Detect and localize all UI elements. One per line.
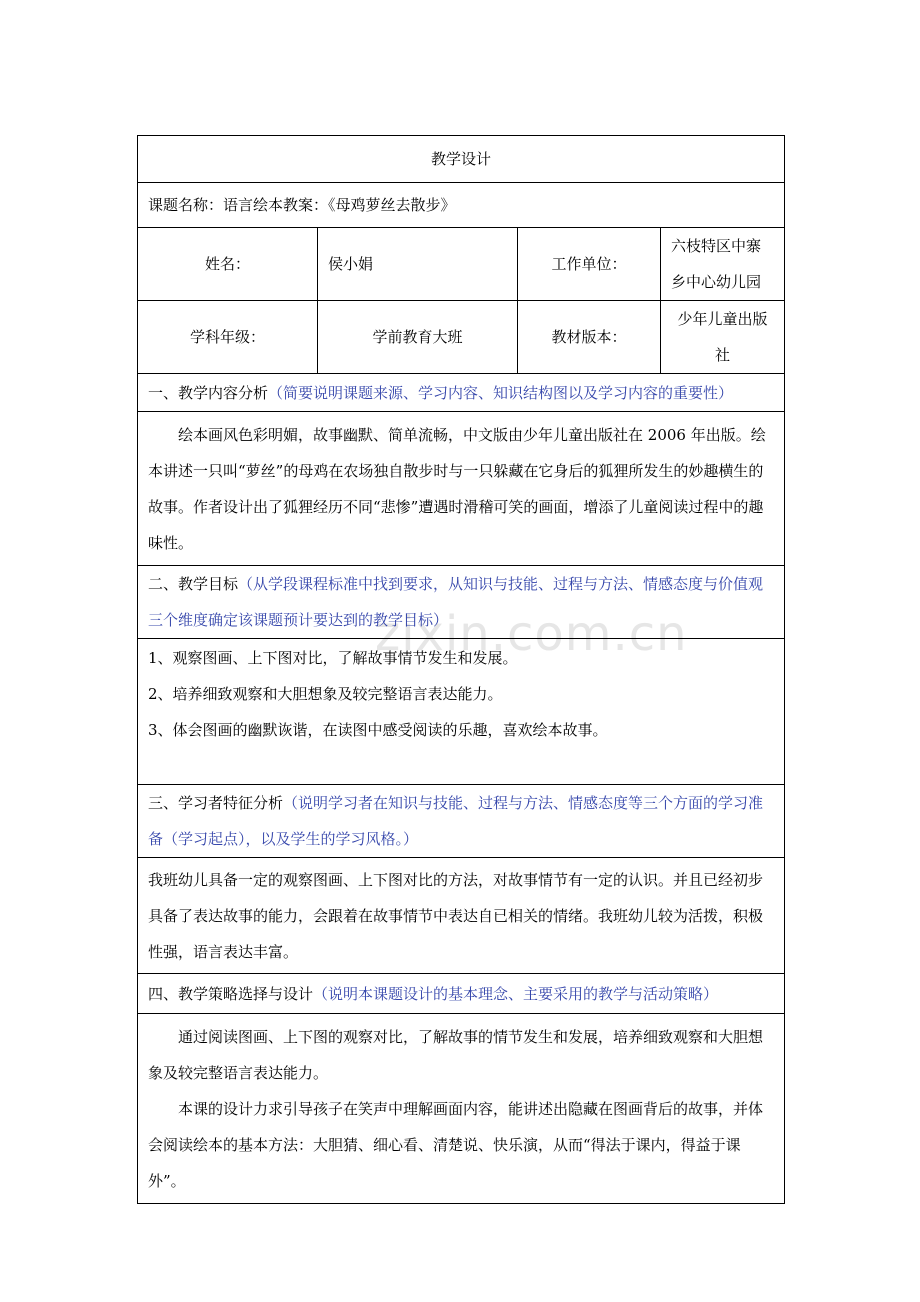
strategy-paragraph: 本课的设计力求引导孩子在笑声中理解画面内容，能讲述出隐藏在图画背后的故事，并体会阅读绘本的基本方法：大胆猜、细心看、清楚说、快乐演，从而“得法于课内，得益于课外”。 bbox=[148, 1099, 764, 1190]
unit-value: 六枝特区中寨乡中心幼儿园 bbox=[661, 228, 785, 301]
section-4-body bbox=[138, 1014, 785, 1204]
section-3-body: 我班幼儿具备一定的观察图画、上下图对比的方法，对故事情节有一定的认识。并且已经初步具备了表达故事的能力，会跟着在故事情节中表达自已相关的情绪。我班幼儿较为活拨，积极性强，语言表达丰富。 bbox=[138, 858, 785, 974]
doc-title: 教学设计 bbox=[138, 136, 785, 183]
section-2-header-row bbox=[138, 566, 785, 639]
watermark: zixin.com.cn bbox=[375, 606, 688, 662]
section-1-body: 绘本画风色彩明媚，故事幽默、简单流畅，中文版由少年儿童出版社在 2006 年出版。绘本讲述一只叫“萝丝”的母鸡在农场独自散步时与一只躲藏在它身后的狐狸所发生的妙趣横生的故事。作者设计出了狐狸经历不同“悲惨”遭遇时滑稽可笑的画面，增添了儿童阅读过程中的趣味性。 bbox=[138, 412, 785, 566]
section-4-header bbox=[138, 974, 785, 1014]
section-3-heading: 三、学习者特征分析 bbox=[148, 794, 284, 812]
goal-item: 3、体会图画的幽默诙谐，在读图中感受阅读的乐趣，喜欢绘本故事。 bbox=[148, 721, 608, 739]
info-row-2 bbox=[138, 301, 785, 374]
strategy-paragraph: 通过阅读图画、上下图的观察对比，了解故事的情节发生和发展，培养细致观察和大胆想象及较完整语言表达能力。 bbox=[148, 1027, 764, 1082]
section-4-header-row bbox=[138, 974, 785, 1014]
section-3-hint: （说明学习者在知识与技能、过程与方法、情感态度等三个方面的学习准备（学习起点），以及学生的学习风格。） bbox=[148, 794, 764, 848]
grade-value: 学前教育大班 bbox=[318, 301, 518, 374]
section-4-hint: （说明本课题设计的基本理念、主要采用的教学与活动策略） bbox=[313, 984, 719, 1003]
edition-value: 少年儿童出版社 bbox=[661, 301, 785, 374]
grade-label: 学科年级： bbox=[138, 301, 318, 374]
topic-row bbox=[138, 183, 785, 228]
unit-label: 工作单位： bbox=[518, 228, 661, 301]
info-row-1 bbox=[138, 228, 785, 301]
goal-item: 1、观察图画、上下图对比，了解故事情节发生和发展。 bbox=[148, 649, 518, 667]
section-2-header bbox=[138, 566, 785, 639]
section-3-header bbox=[138, 785, 785, 858]
section-3-body-row bbox=[138, 858, 785, 974]
name-value: 侯小娟 bbox=[318, 228, 518, 301]
section-1-header-row bbox=[138, 374, 785, 412]
section-3-header-row bbox=[138, 785, 785, 858]
section-1-header bbox=[138, 374, 785, 412]
lesson-design-table bbox=[137, 135, 785, 1204]
section-2-body bbox=[138, 639, 785, 785]
section-1-hint: （简要说明课题来源、学习内容、知识结构图以及学习内容的重要性） bbox=[268, 383, 734, 402]
name-label: 姓名： bbox=[138, 228, 318, 301]
section-1-body-row bbox=[138, 412, 785, 566]
title-row bbox=[138, 136, 785, 183]
edition-label: 教材版本： bbox=[518, 301, 661, 374]
section-2-heading: 二、教学目标 bbox=[148, 575, 239, 593]
section-4-body-row bbox=[138, 1014, 785, 1204]
section-2-body-row bbox=[138, 639, 785, 785]
topic-title: 课题名称：语言绘本教案：《母鸡萝丝去散步》 bbox=[138, 183, 785, 228]
section-2-hint: （从学段课程标准中找到要求，从知识与技能、过程与方法、情感态度与价值观三个维度确定该课题预计要达到的教学目标） bbox=[148, 575, 764, 629]
section-4-heading: 四、教学策略选择与设计 bbox=[148, 984, 314, 1003]
section-1-heading: 一、教学内容分析 bbox=[148, 383, 269, 402]
goal-item: 2、培养细致观察和大胆想象及较完整语言表达能力。 bbox=[148, 685, 503, 703]
